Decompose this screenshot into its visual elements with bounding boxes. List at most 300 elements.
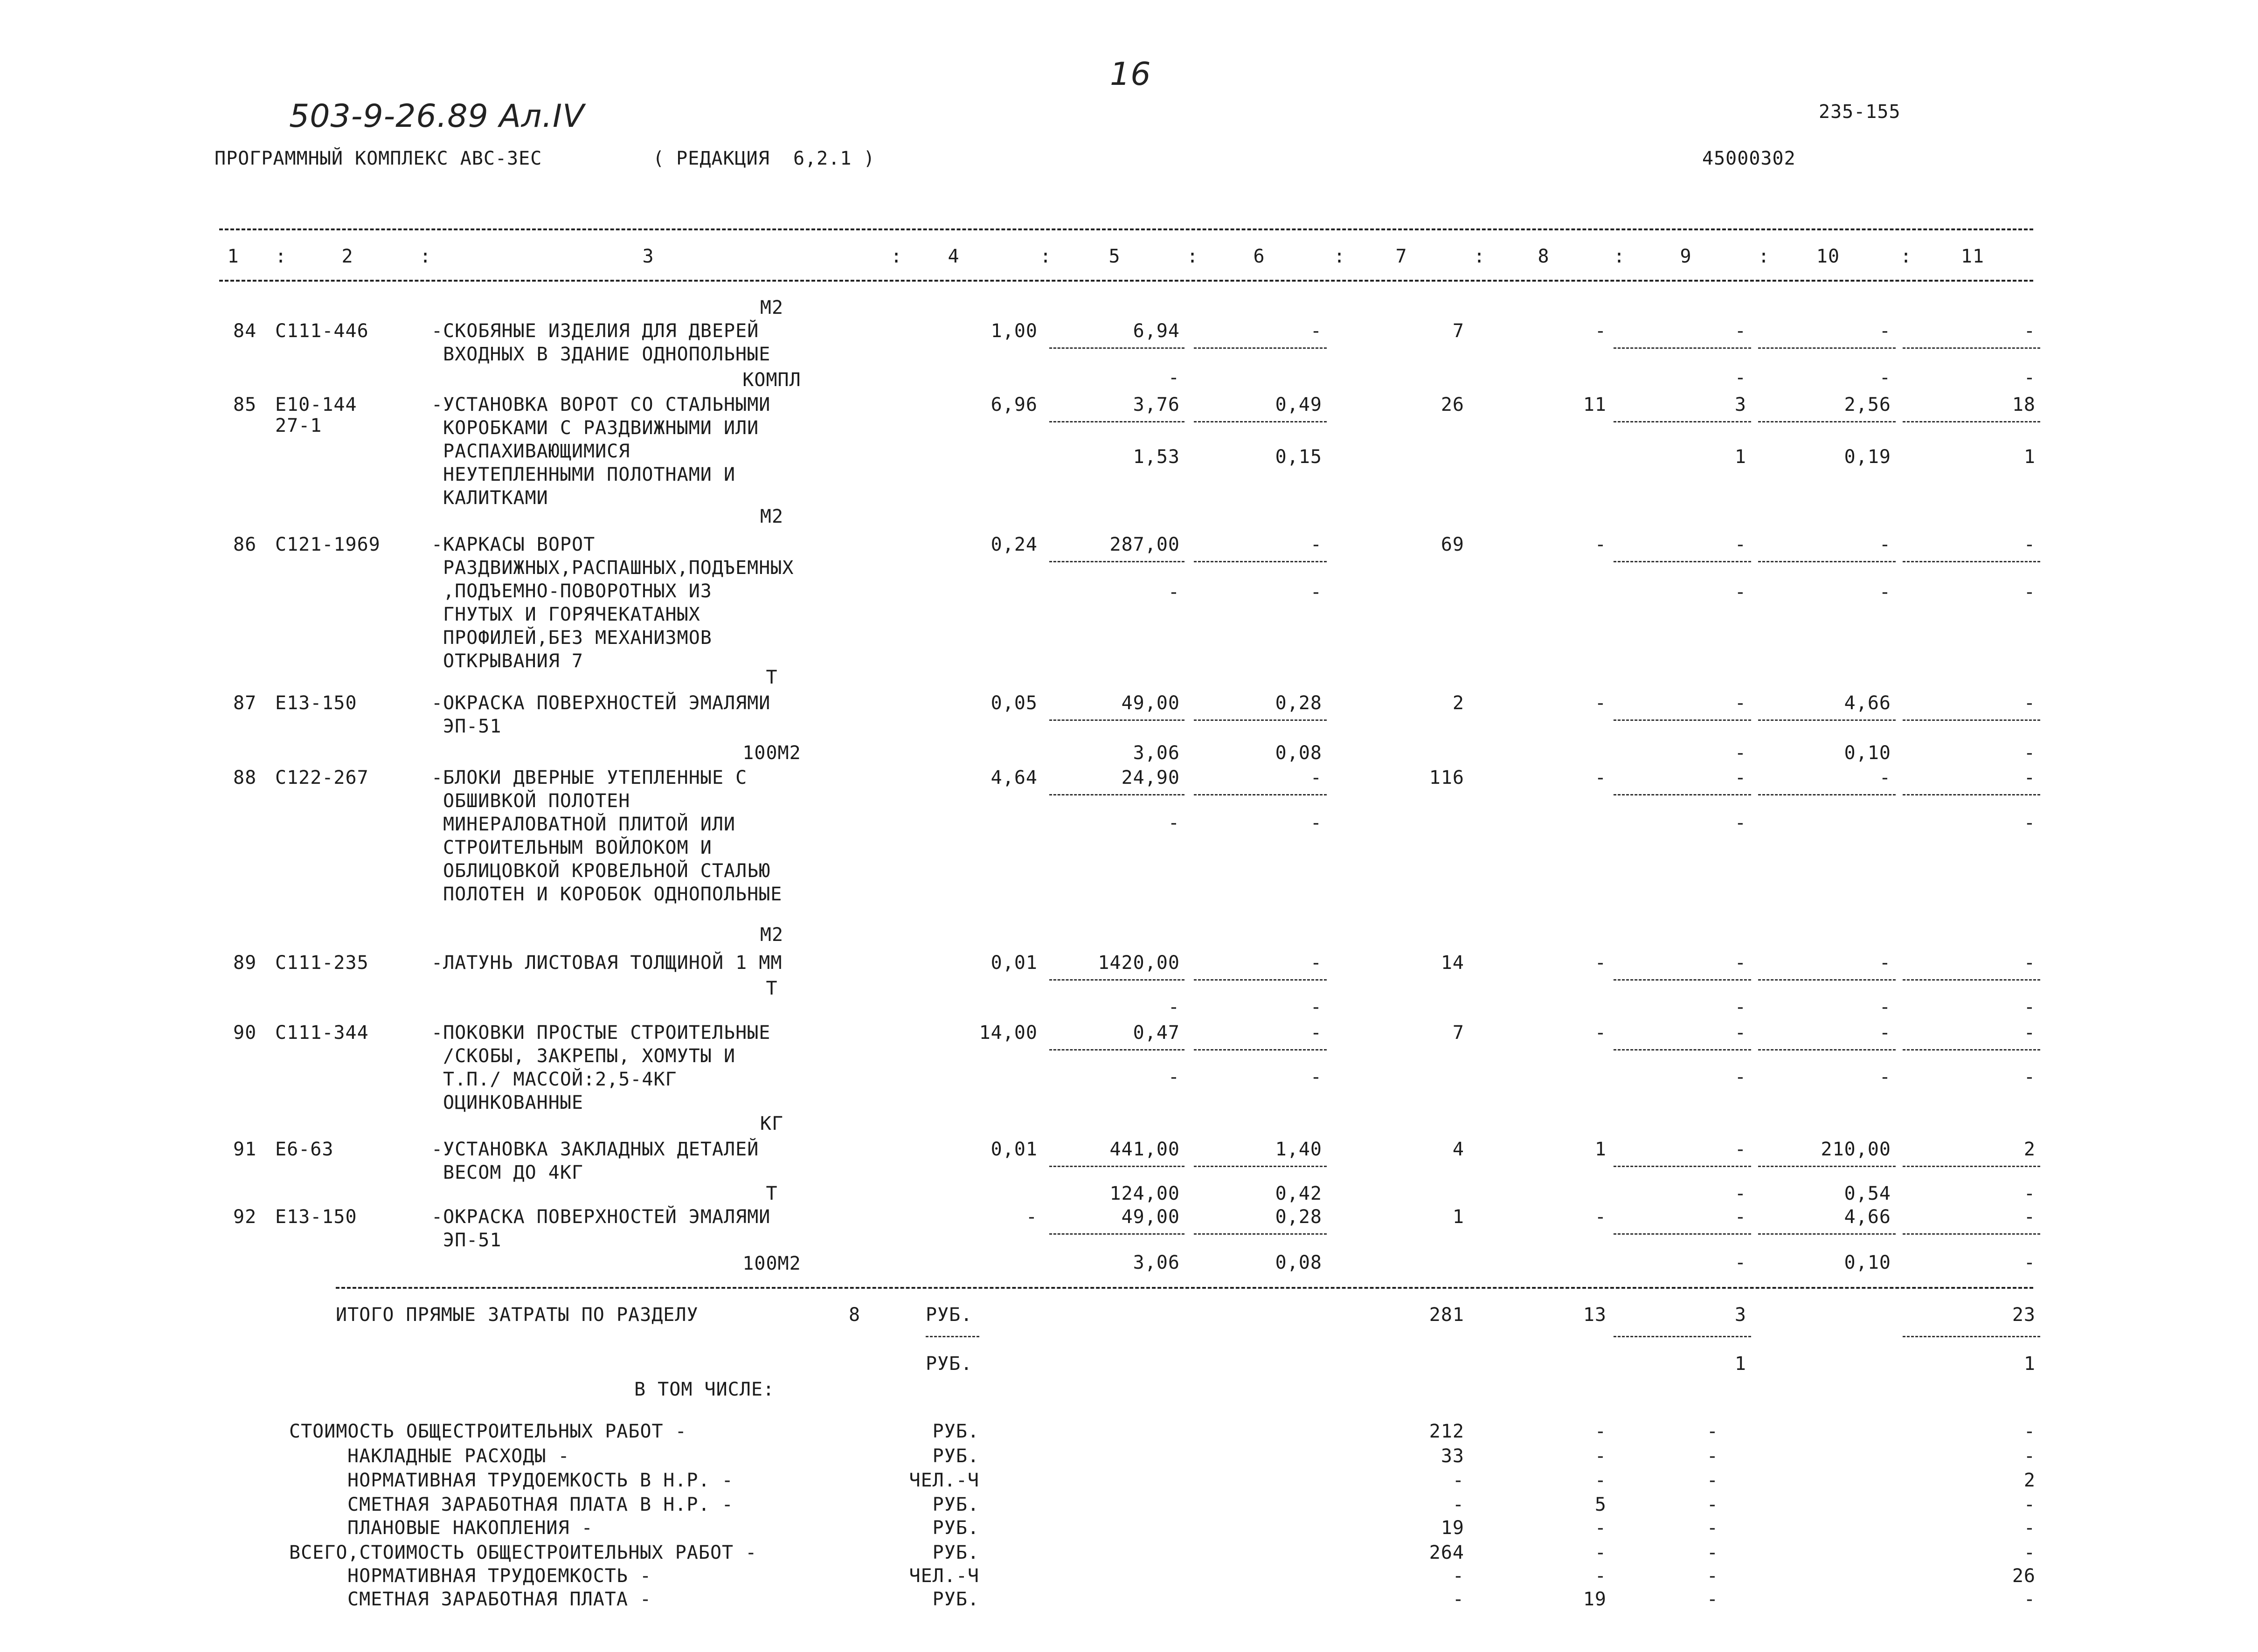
- cell-col10: 4,66: [1844, 1206, 1891, 1228]
- subcell-col6: 0,42: [1275, 1183, 1322, 1204]
- row-code: С111-235: [275, 952, 369, 974]
- value-underline: [1758, 1233, 1896, 1235]
- cell-col6: -: [1310, 320, 1322, 342]
- cell-col7: 7: [1452, 320, 1464, 342]
- cell-col10: -: [1879, 767, 1891, 788]
- value-underline: [1614, 1233, 1751, 1235]
- row-description-line: ОТКРЫВАНИЯ 7: [443, 650, 583, 672]
- value-underline: [1049, 561, 1184, 562]
- cell-col4: 0,05: [990, 692, 1038, 714]
- subcell-col11: -: [2023, 996, 2036, 1018]
- value-underline: [1614, 561, 1751, 562]
- subcell-col10: 0,54: [1844, 1183, 1891, 1204]
- total-unit-line2: РУБ.: [926, 1353, 973, 1375]
- summary-label: НОРМАТИВНАЯ ТРУДОЕМКОСТЬ -: [347, 1565, 652, 1587]
- value-underline: [1049, 421, 1184, 422]
- column-header-4: 4: [948, 246, 960, 267]
- subcell-col5: -: [1168, 367, 1180, 388]
- summary-col11: -: [2023, 1445, 2036, 1467]
- subcell-col5: -: [1168, 1066, 1180, 1088]
- row-code: Е6-63: [275, 1139, 334, 1160]
- value-underline: [1614, 1049, 1751, 1051]
- totals-rule: [336, 1287, 2033, 1289]
- summary-col11: -: [2023, 1542, 2036, 1563]
- subcell-col11: -: [2023, 1252, 2036, 1273]
- subcell-col5: 3,06: [1133, 1252, 1180, 1273]
- subcell-col5: -: [1168, 581, 1180, 603]
- value-underline: [1758, 1166, 1896, 1167]
- row-number: 85: [233, 394, 257, 415]
- subcell-col11: -: [2023, 1183, 2036, 1204]
- subcell-col11: -: [2023, 812, 2036, 834]
- row-description-line: -ЛАТУНЬ ЛИСТОВАЯ ТОЛЩИНОЙ 1 ММ: [431, 952, 783, 974]
- row-code: Е13-150: [275, 692, 357, 714]
- subcell-col6: 0,08: [1275, 1252, 1322, 1273]
- total-unit: РУБ.: [926, 1304, 973, 1326]
- row-description-line: ЭП-51: [443, 1230, 502, 1251]
- subcell-col6: -: [1310, 581, 1322, 603]
- page-number-handwritten: 16: [1110, 56, 1151, 93]
- value-underline: [1049, 1233, 1184, 1235]
- column-header-1: 1: [227, 246, 239, 267]
- row-unit: Т: [766, 1183, 778, 1204]
- row-code: С111-344: [275, 1022, 369, 1044]
- summary-col7: 33: [1441, 1445, 1464, 1467]
- cell-col7: 4: [1452, 1139, 1464, 1160]
- cell-col9: -: [1734, 320, 1746, 342]
- value-underline: [1194, 979, 1327, 981]
- column-separator: :: [275, 246, 287, 267]
- cell-col4: 4,64: [990, 767, 1038, 788]
- row-unit-last: 100М2: [742, 1253, 801, 1274]
- column-separator: :: [420, 246, 432, 267]
- row-code: С122-267: [275, 767, 369, 788]
- subcell-col9: -: [1734, 996, 1746, 1018]
- cell-col7: 2: [1452, 692, 1464, 714]
- cell-col10: -: [1879, 1022, 1891, 1044]
- including-heading: В ТОМ ЧИСЛЕ:: [634, 1379, 775, 1400]
- cell-col11: -: [2023, 320, 2036, 342]
- subcell-col9: -: [1734, 1066, 1746, 1088]
- value-underline: [1758, 979, 1896, 981]
- summary-col9: -: [1706, 1470, 1718, 1491]
- cell-col11: -: [2023, 692, 2036, 714]
- value-underline: [1614, 1166, 1751, 1167]
- summary-col11: -: [2023, 1589, 2036, 1610]
- value-underline: [1049, 719, 1184, 721]
- total-col11: 23: [2012, 1304, 2036, 1326]
- value-underline: [1049, 1166, 1184, 1167]
- cell-col7: 69: [1441, 534, 1464, 555]
- row-description-line: РАЗДВИЖНЫХ,РАСПАШНЫХ,ПОДЪЕМНЫХ: [443, 557, 794, 579]
- value-underline: [1903, 1336, 2040, 1337]
- table-top-rule: [219, 228, 2033, 230]
- subcell-col11: 1: [2023, 446, 2036, 468]
- cell-col4: 14,00: [979, 1022, 1038, 1044]
- cell-col5: 24,90: [1121, 767, 1180, 788]
- summary-col11: 26: [2012, 1565, 2036, 1587]
- subcell-col10: -: [1879, 996, 1891, 1018]
- subcell-col5: 3,06: [1133, 742, 1180, 764]
- table-header-rule: [219, 280, 2033, 282]
- cell-col11: 2: [2023, 1139, 2036, 1160]
- value-underline: [1049, 1049, 1184, 1051]
- cell-col11: -: [2023, 1022, 2036, 1044]
- row-unit: Т: [766, 978, 778, 999]
- row-description-line: -УСТАНОВКА ВОРОТ СО СТАЛЬНЫМИ: [431, 394, 771, 415]
- row-unit: 100М2: [742, 742, 801, 764]
- cell-col4: 0,01: [990, 952, 1038, 974]
- cell-col6: 0,28: [1275, 1206, 1322, 1228]
- row-number: 89: [233, 952, 257, 974]
- header-code-top: 235-155: [1819, 101, 1901, 123]
- cell-col9: -: [1734, 1022, 1746, 1044]
- summary-col7: -: [1452, 1565, 1464, 1587]
- cell-col8: -: [1594, 320, 1607, 342]
- row-description-line: ОЦИНКОВАННЫЕ: [443, 1092, 583, 1113]
- value-underline: [1049, 347, 1184, 349]
- document-code-handwritten: 503-9-26.89 Ал.IV: [289, 98, 585, 135]
- summary-col9: -: [1706, 1421, 1718, 1442]
- summary-col8: -: [1594, 1421, 1607, 1442]
- value-underline: [1049, 979, 1184, 981]
- column-header-9: 9: [1680, 246, 1692, 267]
- cell-col8: -: [1594, 534, 1607, 555]
- row-number: 84: [233, 320, 257, 342]
- value-underline: [1614, 979, 1751, 981]
- row-description-line: ПРОФИЛЕЙ,БЕЗ МЕХАНИЗМОВ: [443, 627, 712, 649]
- subcell-col10: 0,19: [1844, 446, 1891, 468]
- subcell-col11: -: [2023, 581, 2036, 603]
- row-unit: М2: [760, 297, 784, 318]
- row-number: 91: [233, 1139, 257, 1160]
- cell-col8: -: [1594, 767, 1607, 788]
- row-description-line: -УСТАНОВКА ЗАКЛАДНЫХ ДЕТАЛЕЙ: [431, 1139, 759, 1160]
- subcell-col6: -: [1310, 1066, 1322, 1088]
- subcell-col11: -: [2023, 367, 2036, 388]
- summary-col8: -: [1594, 1565, 1607, 1587]
- row-code: С121-1969: [275, 534, 381, 555]
- row-number: 90: [233, 1022, 257, 1044]
- value-underline: [1903, 1233, 2040, 1235]
- subcell-col9: -: [1734, 367, 1746, 388]
- value-underline: [1194, 561, 1327, 562]
- value-underline: [1194, 1166, 1327, 1167]
- summary-col11: 2: [2023, 1470, 2036, 1491]
- cell-col5: 1420,00: [1098, 952, 1180, 974]
- cell-col10: 4,66: [1844, 692, 1891, 714]
- row-description-line: СТРОИТЕЛЬНЫМ ВОЙЛОКОМ И: [443, 837, 712, 858]
- row-code: С111-446: [275, 320, 369, 342]
- column-separator: :: [1614, 246, 1626, 267]
- row-unit: КОМПЛ: [742, 369, 801, 391]
- unit-underline: [926, 1336, 979, 1337]
- value-underline: [1194, 1049, 1327, 1051]
- subcell-col10: 0,10: [1844, 1252, 1891, 1273]
- cell-col6: 0,49: [1275, 394, 1322, 415]
- summary-unit: РУБ.: [932, 1517, 979, 1539]
- cell-col5: 6,94: [1133, 320, 1180, 342]
- cell-col6: -: [1310, 767, 1322, 788]
- cell-col11: -: [2023, 534, 2036, 555]
- subcell-col6: -: [1310, 812, 1322, 834]
- subcell-col5: 124,00: [1109, 1183, 1180, 1204]
- summary-col8: -: [1594, 1517, 1607, 1539]
- cell-col5: 287,00: [1109, 534, 1180, 555]
- subcell-col9: -: [1734, 812, 1746, 834]
- cell-col6: 1,40: [1275, 1139, 1322, 1160]
- value-underline: [1758, 347, 1896, 349]
- row-number: 87: [233, 692, 257, 714]
- row-description-line: -ПОКОВКИ ПРОСТЫЕ СТРОИТЕЛЬНЫЕ: [431, 1022, 771, 1044]
- cell-col4: 1,00: [990, 320, 1038, 342]
- cell-col7: 14: [1441, 952, 1464, 974]
- summary-unit: РУБ.: [932, 1542, 979, 1563]
- cell-col8: -: [1594, 1206, 1607, 1228]
- subcell-col10: -: [1879, 1066, 1891, 1088]
- value-underline: [1903, 794, 2040, 795]
- cell-col7: 26: [1441, 394, 1464, 415]
- total-section-number: 8: [849, 1304, 861, 1326]
- summary-unit: ЧЕЛ.-Ч: [909, 1565, 979, 1587]
- summary-col9: -: [1706, 1445, 1718, 1467]
- summary-col8: -: [1594, 1470, 1607, 1491]
- cell-col9: 3: [1734, 394, 1746, 415]
- cell-col10: -: [1879, 534, 1891, 555]
- row-number: 92: [233, 1206, 257, 1228]
- row-description-line: МИНЕРАЛОВАТНОЙ ПЛИТОЙ ИЛИ: [443, 814, 736, 835]
- cell-col11: -: [2023, 767, 2036, 788]
- cell-col7: 7: [1452, 1022, 1464, 1044]
- column-separator: :: [1474, 246, 1486, 267]
- subcell-col10: -: [1879, 367, 1891, 388]
- cell-col5: 441,00: [1109, 1139, 1180, 1160]
- subcell-col9: -: [1734, 1183, 1746, 1204]
- cell-col5: 3,76: [1133, 394, 1180, 415]
- subcell-col9: -: [1734, 742, 1746, 764]
- value-underline: [1903, 1166, 2040, 1167]
- total-col7: 281: [1429, 1304, 1464, 1326]
- total-label: ИТОГО ПРЯМЫЕ ЗАТРАТЫ ПО РАЗДЕЛУ: [336, 1304, 699, 1326]
- cell-col9: -: [1734, 952, 1746, 974]
- cell-col8: -: [1594, 952, 1607, 974]
- subcell-col9: -: [1734, 581, 1746, 603]
- value-underline: [1194, 421, 1327, 422]
- cell-col6: 0,28: [1275, 692, 1322, 714]
- row-code: Е10-144: [275, 394, 357, 415]
- cell-col6: -: [1310, 534, 1322, 555]
- summary-col7: 264: [1429, 1542, 1464, 1563]
- column-header-2: 2: [341, 246, 353, 267]
- value-underline: [1614, 421, 1751, 422]
- row-description-line: -СКОБЯНЫЕ ИЗДЕЛИЯ ДЛЯ ДВЕРЕЙ: [431, 320, 759, 342]
- cell-col4: -: [1025, 1206, 1038, 1228]
- summary-label: СМЕТНАЯ ЗАРАБОТНАЯ ПЛАТА В Н.Р. -: [347, 1494, 734, 1515]
- column-separator: :: [1187, 246, 1199, 267]
- summary-unit: РУБ.: [932, 1445, 979, 1467]
- column-separator: :: [1040, 246, 1052, 267]
- summary-col11: -: [2023, 1494, 2036, 1515]
- cell-col4: 6,96: [990, 394, 1038, 415]
- column-header-8: 8: [1538, 246, 1550, 267]
- value-underline: [1903, 421, 2040, 422]
- cell-col10: 210,00: [1821, 1139, 1891, 1160]
- cell-col9: -: [1734, 692, 1746, 714]
- cell-col10: -: [1879, 320, 1891, 342]
- cell-col10: 2,56: [1844, 394, 1891, 415]
- summary-col7: -: [1452, 1589, 1464, 1610]
- subcell-col10: -: [1879, 581, 1891, 603]
- cell-col4: 0,24: [990, 534, 1038, 555]
- row-unit: Т: [766, 667, 778, 688]
- summary-label: СТОИМОСТЬ ОБЩЕСТРОИТЕЛЬНЫХ РАБОТ -: [289, 1421, 687, 1442]
- value-underline: [1614, 1336, 1751, 1337]
- summary-col9: -: [1706, 1565, 1718, 1587]
- summary-col7: -: [1452, 1470, 1464, 1491]
- cell-col8: 11: [1583, 394, 1607, 415]
- summary-col8: -: [1594, 1542, 1607, 1563]
- row-description-line: -ОКРАСКА ПОВЕРХНОСТЕЙ ЭМАЛЯМИ: [431, 1206, 771, 1228]
- row-description-line: Т.П./ МАССОЙ:2,5-4КГ: [443, 1069, 677, 1090]
- cell-col5: 49,00: [1121, 692, 1180, 714]
- row-description-line: -ОКРАСКА ПОВЕРХНОСТЕЙ ЭМАЛЯМИ: [431, 692, 771, 714]
- program-title: ПРОГРАММНЫЙ КОМПЛЕКС АВС-3ЕС: [215, 148, 542, 169]
- column-header-7: 7: [1395, 246, 1407, 267]
- summary-col9: -: [1706, 1589, 1718, 1610]
- cell-col5: 49,00: [1121, 1206, 1180, 1228]
- row-code-line2: 27-1: [275, 415, 322, 436]
- subcell-col5: -: [1168, 812, 1180, 834]
- cell-col6: -: [1310, 1022, 1322, 1044]
- summary-col7: 19: [1441, 1517, 1464, 1539]
- summary-col8: 5: [1594, 1494, 1607, 1515]
- value-underline: [1758, 719, 1896, 721]
- value-underline: [1614, 719, 1751, 721]
- cell-col4: 0,01: [990, 1139, 1038, 1160]
- column-header-11: 11: [1960, 246, 1985, 267]
- summary-col9: -: [1706, 1542, 1718, 1563]
- summary-col7: 212: [1429, 1421, 1464, 1442]
- total-sub-col11: 1: [2023, 1353, 2036, 1375]
- row-description-line: НЕУТЕПЛЕННЫМИ ПОЛОТНАМИ И: [443, 464, 736, 485]
- cell-col8: 1: [1594, 1139, 1607, 1160]
- subcell-col11: -: [2023, 1066, 2036, 1088]
- cell-col9: -: [1734, 1139, 1746, 1160]
- row-description-line: ГНУТЫХ И ГОРЯЧЕКАТАНЫХ: [443, 604, 700, 625]
- summary-col11: -: [2023, 1517, 2036, 1539]
- row-description-line: ВЕСОМ ДО 4КГ: [443, 1162, 583, 1183]
- summary-label: НАКЛАДНЫЕ РАСХОДЫ -: [347, 1445, 570, 1467]
- summary-label: ПЛАНОВЫЕ НАКОПЛЕНИЯ -: [347, 1517, 593, 1539]
- value-underline: [1903, 979, 2040, 981]
- row-description-line: КОРОБКАМИ С РАЗДВИЖНЫМИ ИЛИ: [443, 417, 759, 439]
- total-sub-col9: 1: [1734, 1353, 1746, 1375]
- cell-col9: -: [1734, 1206, 1746, 1228]
- column-separator: :: [1334, 246, 1346, 267]
- summary-col8: 19: [1583, 1589, 1607, 1610]
- summary-col11: -: [2023, 1421, 2036, 1442]
- value-underline: [1614, 347, 1751, 349]
- subcell-col11: -: [2023, 742, 2036, 764]
- summary-col9: -: [1706, 1517, 1718, 1539]
- cell-col11: -: [2023, 1206, 2036, 1228]
- subcell-col9: 1: [1734, 446, 1746, 468]
- column-separator: :: [891, 246, 903, 267]
- cell-col8: -: [1594, 692, 1607, 714]
- value-underline: [1758, 794, 1896, 795]
- value-underline: [1903, 719, 2040, 721]
- value-underline: [1614, 794, 1751, 795]
- header-code-right: 45000302: [1702, 148, 1796, 169]
- value-underline: [1903, 1049, 2040, 1051]
- value-underline: [1194, 794, 1327, 795]
- column-separator: :: [1900, 246, 1912, 267]
- row-description-line: РАСПАХИВАЮЩИМИСЯ: [443, 441, 630, 462]
- value-underline: [1758, 561, 1896, 562]
- column-header-6: 6: [1253, 246, 1265, 267]
- row-number: 86: [233, 534, 257, 555]
- value-underline: [1758, 1049, 1896, 1051]
- summary-label: НОРМАТИВНАЯ ТРУДОЕМКОСТЬ В Н.Р. -: [347, 1470, 734, 1491]
- row-code: Е13-150: [275, 1206, 357, 1228]
- program-edition: ( РЕДАКЦИЯ 6,2.1 ): [653, 148, 875, 169]
- subcell-col6: -: [1310, 996, 1322, 1018]
- value-underline: [1194, 347, 1327, 349]
- row-unit: М2: [760, 924, 784, 946]
- value-underline: [1194, 719, 1327, 721]
- cell-col10: -: [1879, 952, 1891, 974]
- row-description-line: ПОЛОТЕН И КОРОБОК ОДНОПОЛЬНЫЕ: [443, 884, 783, 905]
- cell-col7: 1: [1452, 1206, 1464, 1228]
- row-description-line: -КАРКАСЫ ВОРОТ: [431, 534, 596, 555]
- summary-label: ВСЕГО,СТОИМОСТЬ ОБЩЕСТРОИТЕЛЬНЫХ РАБОТ -: [289, 1542, 757, 1563]
- row-unit: М2: [760, 506, 784, 527]
- cell-col9: -: [1734, 534, 1746, 555]
- subcell-col6: 0,15: [1275, 446, 1322, 468]
- cell-col6: -: [1310, 952, 1322, 974]
- column-header-10: 10: [1816, 246, 1840, 267]
- summary-col9: -: [1706, 1494, 1718, 1515]
- summary-unit: РУБ.: [932, 1421, 979, 1442]
- row-number: 88: [233, 767, 257, 788]
- row-description-line: -БЛОКИ ДВЕРНЫЕ УТЕПЛЕННЫЕ С: [431, 767, 748, 788]
- cell-col11: 18: [2012, 394, 2036, 415]
- summary-unit: ЧЕЛ.-Ч: [909, 1470, 979, 1491]
- value-underline: [1049, 794, 1184, 795]
- value-underline: [1903, 561, 2040, 562]
- column-separator: :: [1758, 246, 1770, 267]
- subcell-col6: 0,08: [1275, 742, 1322, 764]
- summary-col7: -: [1452, 1494, 1464, 1515]
- row-description-line: ОБЛИЦОВКОЙ КРОВЕЛЬНОЙ СТАЛЬЮ: [443, 860, 771, 882]
- summary-col8: -: [1594, 1445, 1607, 1467]
- total-col8: 13: [1583, 1304, 1607, 1326]
- row-description-line: /СКОБЫ, ЗАКРЕПЫ, ХОМУТЫ И: [443, 1045, 736, 1067]
- summary-unit: РУБ.: [932, 1589, 979, 1610]
- column-header-5: 5: [1108, 246, 1121, 267]
- value-underline: [1758, 421, 1896, 422]
- row-unit: КГ: [760, 1113, 784, 1134]
- cell-col8: -: [1594, 1022, 1607, 1044]
- cell-col5: 0,47: [1133, 1022, 1180, 1044]
- cell-col9: -: [1734, 767, 1746, 788]
- summary-unit: РУБ.: [932, 1494, 979, 1515]
- summary-label: СМЕТНАЯ ЗАРАБОТНАЯ ПЛАТА -: [347, 1589, 652, 1610]
- cell-col7: 116: [1429, 767, 1464, 788]
- value-underline: [1903, 347, 2040, 349]
- subcell-col10: 0,10: [1844, 742, 1891, 764]
- value-underline: [1194, 1233, 1327, 1235]
